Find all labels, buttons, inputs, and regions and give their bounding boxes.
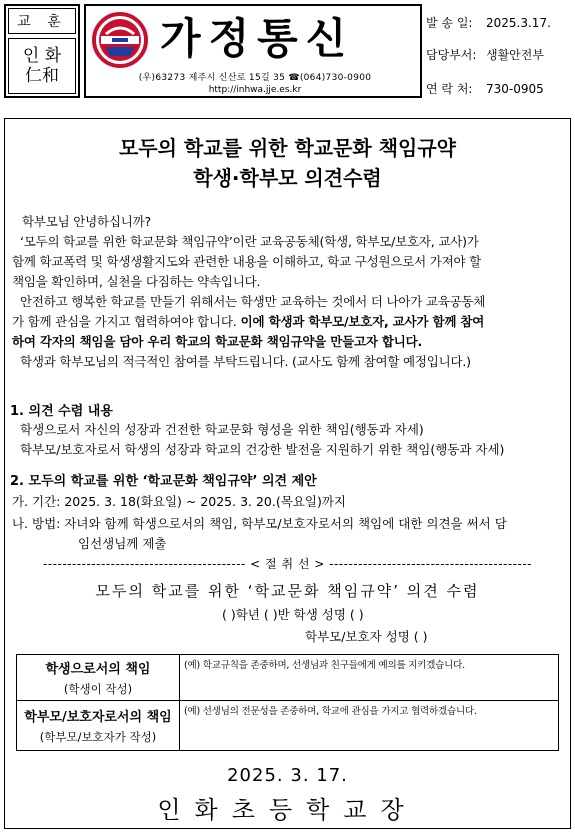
- school-url[interactable]: http://inhwa.jje.es.kr: [208, 85, 302, 95]
- page-title: 모두의 학교를 위한 학교문화 책임규약: [119, 136, 456, 160]
- paragraph-text: 가 함께 관심을 가지고 협력하여야 합니다.: [12, 314, 237, 329]
- table-row: [17, 655, 559, 701]
- parent-resp-label-cell: [17, 701, 180, 751]
- letter-body: [12, 212, 564, 372]
- meta-value: 730-0905: [486, 82, 544, 96]
- section1-heading: 1. 의견 수렴 내용: [10, 404, 113, 419]
- newsletter-title: 가정통신: [160, 14, 355, 63]
- cut-line: ------------------------------------------ < 절 취 선 > ------------------------------------------: [43, 557, 532, 571]
- meta-label: 담당부서:: [426, 48, 477, 62]
- paragraph-line: 책임을 확인하며, 실천을 다짐하는 약속입니다.: [12, 274, 261, 289]
- paragraph-line: [12, 312, 564, 332]
- student-resp-input[interactable]: (예) 학교규칙을 존중하며, 선생님과 친구들에게 예의를 지키겠습니다.: [180, 655, 559, 701]
- emphasis-line: 하여 각자의 책임을 담아 우리 학교의 학교문화 책임규약을 만들고자 합니다.: [12, 334, 423, 349]
- section2-method-cont: 임선생님께 제출: [78, 536, 167, 551]
- section2-period: 가. 기간: 2025. 3. 18(화요일) ~ 2025. 3. 20.(목요일)까지: [12, 494, 346, 509]
- meta-label: 발 송 일:: [426, 16, 473, 30]
- section1-item: 학생으로서 자신의 성장과 건전한 학교문화 형성을 위한 책임(행동과 자세): [20, 422, 424, 437]
- row-label: 학생으로서의 책임: [45, 662, 151, 677]
- motto-text: [8, 38, 76, 94]
- issue-date: 2025. 3. 17.: [227, 765, 348, 786]
- section2-method: 나. 방법: 자녀와 함께 학생으로서의 책임, 학부모/보호자로서의 책임에 대한 의견을 써서 담: [12, 516, 507, 531]
- emphasis-text: 이에 학생과 학부모/보호자, 교사가 함께 참여: [236, 314, 485, 329]
- student-resp-label-cell: [17, 655, 180, 701]
- row-label: 학부모/보호자로서의 책임: [24, 710, 172, 725]
- contact: [426, 80, 544, 97]
- parent-resp-input[interactable]: (예) 선생님의 전문성을 존중하며, 학교에 관심을 가지고 협력하겠습니다.: [180, 701, 559, 751]
- motto-label: 교 훈: [8, 8, 76, 34]
- meta-value: 생활안전부: [486, 48, 544, 62]
- department: [426, 46, 544, 63]
- school-logo-icon: [92, 12, 148, 68]
- meta-label: 연 락 처:: [426, 82, 473, 96]
- section2-heading: 2. 모두의 학교를 위한 ‘학교문화 책임규약’ 의견 제안: [10, 474, 317, 489]
- send-date: [426, 14, 551, 31]
- motto-hanja: 仁和: [25, 66, 59, 86]
- table-row: [17, 701, 559, 751]
- meta-value: 2025.3.17.: [486, 16, 551, 30]
- paragraph-line: 학생과 학부모님의 적극적인 참여를 부탁드립니다. (교사도 함께 참여할 예정입니다.): [20, 354, 471, 369]
- school-motto-box: [4, 4, 80, 98]
- school-address: (우)63273 제주시 신산로 15길 35 ☎(064)730-0900: [138, 73, 372, 83]
- student-info-line[interactable]: ( )학년 ( )반 학생 성명 ( ): [222, 607, 364, 622]
- greeting: 학부모님 안녕하십니까?: [22, 214, 151, 229]
- paragraph-line: ‘모두의 학교를 위한 학교문화 책임규약’이란 교육공동체(학생, 학부모/보호자, 교사)가: [20, 234, 479, 249]
- form-title: 모두의 학교를 위한 ‘학교문화 책임규약’ 의견 수렴: [95, 582, 480, 600]
- school-principal: 인화초등학교장: [157, 796, 418, 824]
- row-sublabel: (학생이 작성): [63, 682, 133, 696]
- paragraph-line: 함께 학교폭력 및 학생생활지도와 관련한 내용을 이해하고, 학교 구성원으로서 가져야 할: [12, 254, 482, 269]
- page-subtitle: 학생·학부모 의견수렴: [193, 166, 382, 190]
- paragraph-line: 안전하고 행복한 학교를 만들기 위해서는 학생만 교육하는 것에서 더 나아가 교육공동체: [20, 294, 486, 309]
- motto-korean: 인 화: [22, 46, 62, 66]
- response-table: [16, 654, 559, 751]
- section1-item: 학부모/보호자로서 학생의 성장과 학교의 건강한 발전을 지원하기 위한 책임(행동과 자세): [20, 442, 505, 457]
- parent-name-line[interactable]: 학부모/보호자 성명 ( ): [305, 629, 428, 644]
- row-sublabel: (학부모/보호자가 작성): [39, 730, 157, 744]
